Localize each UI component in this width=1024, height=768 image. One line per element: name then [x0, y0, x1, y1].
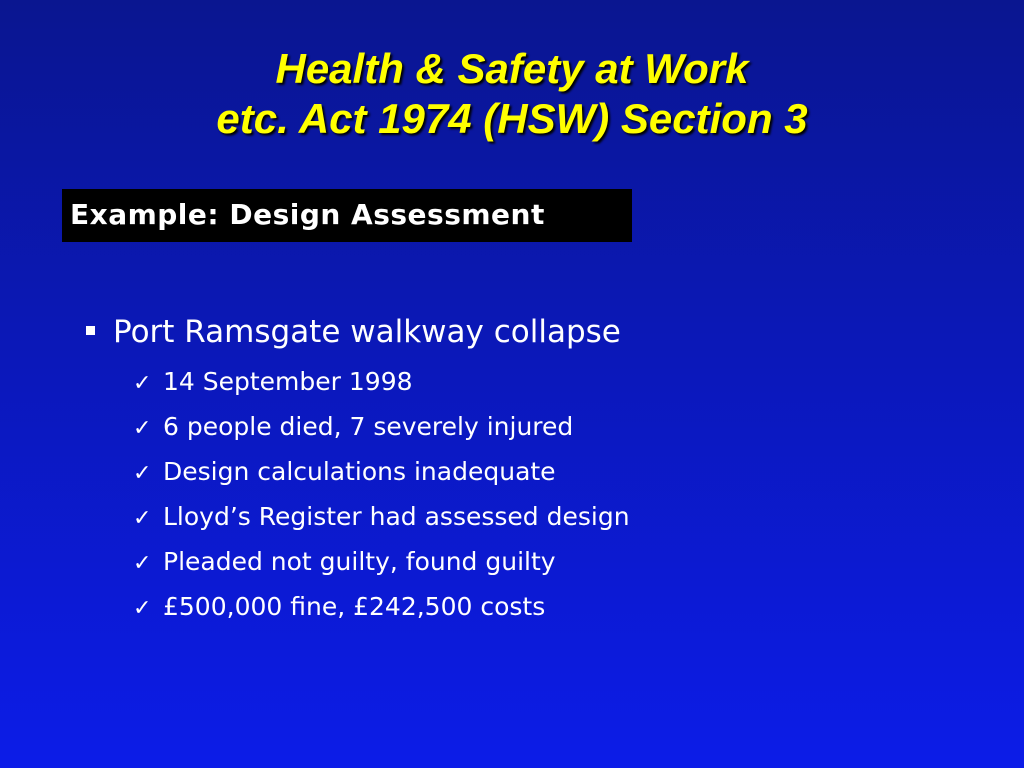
main-bullet	[86, 312, 621, 352]
list-item-text: Pleaded not guilty, found guilty	[163, 547, 556, 576]
list-item-text: 14 September 1998	[163, 367, 413, 396]
checkmark-icon: ✓	[133, 551, 152, 576]
list-item	[133, 587, 630, 632]
list-item	[133, 497, 630, 542]
sub-bullet-list	[133, 362, 630, 632]
checkmark-icon: ✓	[133, 416, 152, 441]
example-label-box	[62, 189, 632, 242]
list-item-text: £500,000 fine, £242,500 costs	[163, 592, 546, 621]
title-line-2: etc. Act 1974 (HSW) Section 3	[216, 95, 808, 142]
title-line-1: Health & Safety at Work	[275, 45, 749, 92]
list-item	[133, 452, 630, 497]
slide-title	[0, 44, 1024, 144]
checkmark-icon: ✓	[133, 506, 152, 531]
example-label: Example: Design Assessment	[70, 198, 545, 231]
list-item	[133, 407, 630, 452]
checkmark-icon: ✓	[133, 596, 152, 621]
list-item-text: Lloyd’s Register had assessed design	[163, 502, 630, 531]
list-item	[133, 362, 630, 407]
list-item	[133, 542, 630, 587]
list-item-text: 6 people died, 7 severely injured	[163, 412, 574, 441]
square-bullet-icon	[86, 326, 95, 335]
checkmark-icon: ✓	[133, 371, 152, 396]
checkmark-icon: ✓	[133, 461, 152, 486]
main-bullet-text: Port Ramsgate walkway collapse	[113, 314, 621, 350]
list-item-text: Design calculations inadequate	[163, 457, 556, 486]
